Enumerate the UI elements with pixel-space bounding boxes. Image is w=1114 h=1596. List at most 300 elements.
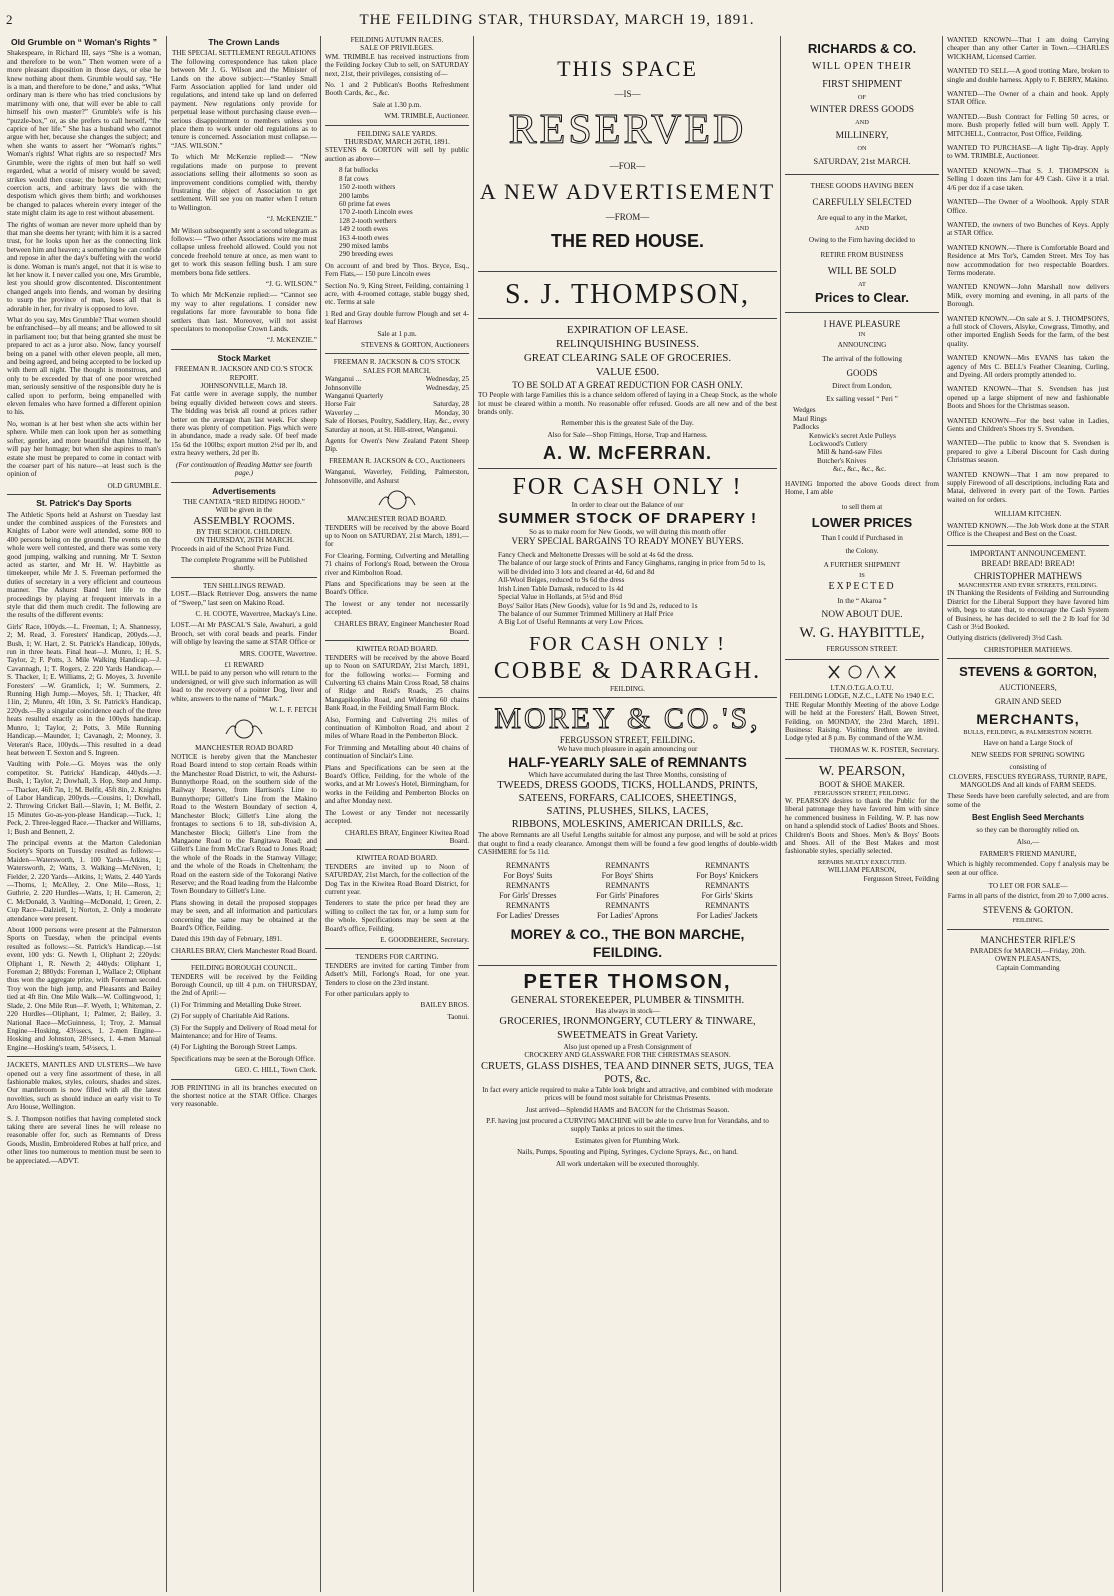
mathews-name: CHRISTOPHER MATHEWS (973, 570, 1083, 581)
borough-spec: Specifications may be seen at the Borough Office. (171, 1054, 316, 1063)
remnants-label: REMNANTS (705, 900, 750, 910)
mathews-streets: MANCHESTER AND EYRE STREETS, FEILDING. (958, 581, 1098, 589)
cantata-body: Will be given in the (215, 506, 273, 515)
yards-date: THURSDAY, MARCH 26TH, 1891. (344, 138, 450, 147)
list-item: A Big Lot of Useful Remnants at very Low Prices. (498, 618, 644, 627)
lease-body: TO People with large Families this is a chance seldom offered of laying in a Cheap Stock, as the whole lot must be cleared within a month. No reasonable offer refused. Goods are all new and of the best brands only. (478, 391, 777, 417)
crown-sign: “J. McKENZIE.” (266, 215, 317, 224)
remnants-heading: HALF-YEARLY SALE of REMNANTS (508, 753, 747, 770)
remnants-line: SATEENS, FORFARS, CALICOES, SHEETINGS, (518, 793, 737, 805)
carting-body: TENDERS are invited for carting Timber from Adsett's Mill, Forlong's Road, for one year. Tenders to close on the 23rd instant. (325, 961, 469, 987)
peter-hams: Just arrived—Splendid HAMS and BACON for the Christmas Season. (525, 1105, 730, 1114)
wanted-ad: WANTED TO PURCHASE—A light Tip-dray. Apply to WM. TRIMBLE, Auctioneer. (947, 144, 1109, 161)
wanted-ad: WANTED KNOWN—That S. J. THOMPSON is Selling 1 dozen tins Jam for 4/9 Cash. Give it a trial. 4/6 per doz if a case taken. (947, 166, 1109, 192)
remnants-note: The above Remnants are all Useful Lengths suitable for almost any purpose, and will be sold at prices that ought to find a ready clearance. Amongst them will be found a few good lengths of double-width CASHMERE for 5s 11d. (478, 831, 777, 857)
cobbe-place: FEILDING. (610, 684, 645, 693)
list-item: All-Wool Beiges, reduced to 9s 6d the dress (498, 576, 625, 585)
bread-heading: BREAD! BREAD! BREAD! (981, 558, 1075, 568)
lease-also: Also for Sale—Shop Fittings, Horse, Trap and Harness. (547, 430, 708, 439)
prices-to-clear: Prices to Clear. (815, 290, 909, 306)
wanted-ad: WANTED KNOWN—For the best value in Ladies, Gents and Children's Shoes try S. Svendsen. (947, 416, 1109, 434)
rifles-heading: MANCHESTER RIFLE'S (980, 934, 1076, 945)
remnants-label: REMNANTS (705, 860, 750, 870)
wanted-ad: WANTED.—Bush Contract for Felling 50 acres, or more. Bush properly felled will burn well. Apply T. MITCHELL, Contractor, Post Office, Feilding. (947, 112, 1109, 138)
red-house: THE RED HOUSE. (550, 231, 705, 252)
cobbe-name: COBBE & DARRAGH. (493, 657, 762, 684)
bulls-feilding: BULLS, FEILDING, & PALMERSTON NORTH. (963, 729, 1093, 737)
cantata-proceeds: Proceeds in aid of the School Prize Fund. (171, 544, 290, 553)
peter-has: Has always in stock— (595, 1006, 660, 1015)
space-for: —FOR— (609, 161, 646, 172)
cantata-rooms: ASSEMBLY ROOMS. (193, 514, 295, 527)
seeds-body: These Seeds have been carefully selected, and are from some of the (947, 792, 1109, 809)
jackson-heading: FREEMAN R. JACKSON & CO'S STOCK SALES FOR MARCH. (333, 358, 461, 375)
table-cell: Monday, 30 (434, 408, 469, 417)
morey-sub: We have much pleasure in again announcing our (557, 744, 698, 753)
lodge-body: THE Regular Monthly Meeting of the above Lodge will be held at the Foresters' Hall, Bowen Street, Feilding, on MONDAY, the 23rd March, 1891. Business: Raising. Visiting Brethren are invited. Lodge tyled at 8 p.m. By command of the W.M. (785, 700, 939, 743)
borough-heading: FEILDING BOROUGH COUNCIL. (190, 964, 297, 973)
bargain-list (478, 551, 777, 627)
bargains: VERY SPECIAL BARGAINS TO READY MONEY BUYERS. (511, 536, 744, 547)
jackson-places: Wanganui, Waverley, Feilding, Palmerston, Johnsonville, and Ashurst (325, 468, 469, 485)
table-row (325, 375, 469, 383)
manchester-heading: MANCHESTER ROAD BOARD (195, 744, 293, 753)
peter-estimates: Estimates given for Plumbing Work. (575, 1136, 680, 1145)
yards-also: On account of and bred by Thos. Bryce, Esq., Fern Flats,— 150 pure Lincoln ewes (325, 261, 469, 279)
lost-brooch-sign: MRS. COOTE, Wavertree. (239, 649, 317, 658)
table-cell: Wednesday, 25 (425, 383, 469, 392)
richards-name: RICHARDS & CO. (807, 41, 917, 56)
list-item: Kenwick's secret Axle Pulleys (809, 431, 896, 440)
palmerston-body: About 1000 persons were present at the Palmerston Sports on Tuesday, when the principal events resulted as follows:—St. Patrick's Handicap.—1st event, 100 yds: G. Newth 1, Oliphant 2; 220yds: Oliphant 1, R. Newth 2; 440yds: Oliphant 1, Foreman 2; 880yds: Foreman 1, Wallace 2; Oliphant thus won the aggregate prize, with Foreman second. Troy won the high jump, and Pleasants and Bailey tied at 4ft 8in. One Mile Walk—W. Collingwood, 1; Slade, 2. One Mile Run—F. Wyeth, 1; Whiteman, 2. 220 Hurdles—Oliphant, 1; Palmer, 2; Bailey, 3. National Race—McGuinness, 1; Troy, 2. Manual Engine—Hosking, 43½secs, 1. 2-men Engine—Hosking and Johnston, 28½secs, 1. 4-men Manual Engine—Hosking's team, 54½secs, 1. (7, 926, 161, 1052)
manure: FARMER'S FRIEND MANURE, (979, 850, 1077, 859)
relied-on: so they can be thoroughly relied on. (976, 826, 1080, 835)
list-item: 163 4-tooth ewes (339, 233, 389, 242)
mathews-outlying: Outlying districts (delivered) 3½d Cash. (947, 634, 1063, 643)
borough-item: (1) For Trimming and Metalling Duke Street. (171, 1000, 302, 1009)
sell-them: to sell them at (841, 502, 883, 511)
crown-sign-3: “J. McKENZIE.” (266, 336, 317, 345)
wanted-ad: WANTED TO SELL—A good trotting Mare, broken to single and double harness. Apply to F. BERRY, Makino. (947, 67, 1109, 84)
remnants-item: For Boys' Knickers (696, 870, 759, 880)
kiwitea-lowest: The Lowest or any Tender not necessarily accepted. (325, 808, 469, 826)
list-item: 290 breeding ewes (339, 250, 393, 259)
reward-2-body: WILL be paid to any person who will return to the undersigned, or will give such information as will lead to the recovery of a pointer Dog, liver and white, answers to the name of “Mark.” (171, 669, 317, 703)
wanted-ad: WANTED—The Owner of a Woolhook. Apply STAR Office. (947, 198, 1109, 215)
remnants-line: RIBBONS, MOLESKINS, AMERICAN DRILLS, &c. (511, 819, 744, 831)
seeds-list: CLOVERS, FESCUES RYEGRASS, TURNIP, RAPE, MANGOLDS And all kinds of FARM SEEDS. (948, 772, 1108, 789)
of-label: OF (857, 94, 867, 101)
than-label: Than I could if Purchased in (821, 533, 903, 542)
peter-curving: P.F. having just procured a CURVING MACHINE will be able to curve Iron for Verandahs, and to supply Tanks at prices to suit the times. (486, 1117, 769, 1134)
mrb-sign: CHARLES BRAY, Engineer Manchester Road Board. (334, 619, 469, 636)
borough-sign: GEO. C. HILL, Town Clerk. (234, 1066, 317, 1075)
wanted-ad: WANTED KNOWN.—The Job Work done at the STAR Office is the Cheapest and Best on the Coast. (947, 521, 1109, 539)
is-label: IS (859, 571, 865, 579)
wanted-ad: WANTED KNOWN.—On sale at S. J. THOMPSON'S, a full stock of Clovers, Alsyke, Cowgrass, Timothy, and other imported English Seeds for the farm, of the best quality. (947, 314, 1109, 348)
saturday-date: SATURDAY, 21st MARCH. (813, 156, 911, 167)
list-item: The balance of our large stock of Prints and Fancy Ginghams, ranging in price from 5d to 1s, will be divided into 3 lots and cleared at 4d, 6d and 8d (498, 559, 766, 576)
wanted-ad: WANTED KNOWN—Mrs EVANS has taken the agency of Mrs C. BELL's Feather Cleaning, Curling, and Dyeing. All orders promptly attended to. (947, 354, 1109, 379)
peter-nails: Nails, Pumps, Spouting and Piping, Syringes, Cyclone Sprays, &c., on hand. (517, 1148, 738, 1157)
crown-body-4: To which Mr McKenzie replied:— “Cannot see my way to alter regulations. I consider new regulations far more favourable to bona fide settlers than last. Moreover, will not assist speculators to monopolise Crown Lands. (171, 291, 317, 333)
continued-note: (For continuation of Reading Matter see fourth page.) (175, 460, 313, 478)
remnants-item: For Girls' Pinafores (596, 890, 659, 900)
bon-marche: MOREY & CO., THE BON MARCHE, FEILDING. (510, 925, 745, 960)
summer-stock: SUMMER STOCK OF DRAPERY ! (498, 509, 757, 527)
advertisements-heading: Advertisements (212, 485, 276, 496)
grumble-body: Shakespeare, in Richard III, says “She is a woman, and therefore to be won.” Then women were of a more pleasant disposition in those days, or else he knew nothing about them. Grumble would say, “He is a man, and therefore to be done,” and asks, “What ordinary man is there who has tried conclusions by matrimony with one, that will ever be able to call himself his own master?” Grumble's wife is his “puzzle-box,” or, as she prefers to call herself, “the caprice of her life.” She has a husband who cannot argue with her, because she changes the subject; and when she wants to assert her “Woman's rights.” Woman's rights! What rights are so respected? Mrs Grumble, were the rights of men but half so well regarded, what a world of misery would be saved; strikes would then cease; the boycott be unknown; coercion acts, and arbitrary laws die with the despotism which gives them birth; and workhouses be changed to palaces wherein every integer of the state might claim its age to rest without abasement. (7, 49, 161, 218)
pearson-street: FERGUSSON STREET, FEILDING. (813, 789, 911, 797)
table-cell: Wanganui ... (325, 375, 362, 384)
kiwitea-sign: CHARLES BRAY, Engineer Kiwitea Road Board. (345, 828, 469, 845)
having-imported: HAVING Imported the above Goods direct from Home, I am able (785, 479, 939, 497)
list-item: Maul Rings (793, 414, 827, 423)
reward-heading: TEN SHILLINGS REWAD. (202, 581, 286, 590)
carting-sign: BAILEY BROS. (420, 1001, 469, 1010)
grain-seed: GRAIN AND SEED (994, 697, 1062, 707)
peter-cruets: CRUETS, GLASS DISHES, TEA AND DINNER SETS, JUGS, TEA POTS, &c. (480, 1060, 775, 1085)
important-announcement: IMPORTANT ANNOUNCEMENT. (970, 548, 1086, 558)
races-items: No. 1 and 2 Publican's Booths Refreshment Booth Cards, &c., &c. (325, 81, 469, 98)
remnants-label: REMNANTS (505, 880, 550, 890)
jackson-body: Sale of Horses, Poultry, Saddlery, Hay, &c., every Saturday at noon, at St. Hill-street, Wanganui. (325, 417, 469, 434)
list-item: Irish Linen Table Damask, reduced to 1s 4d (498, 584, 624, 593)
remnants-label: REMNANTS (605, 860, 650, 870)
farms: Farms in all parts of the district, from 20 to 7,000 acres. (947, 892, 1109, 900)
peter-fact: In fact every article required to make a Table look bright and attractive, and combined with moderate prices will be found most suitable for Christmas Presents. (482, 1085, 773, 1103)
crown-body-2: To which Mr McKenzie replied:— “New regulations made on purpose to prevent associations selling their allotments so soon as improvement conditions complied with, thereby frustrating the object of Association to get settlement. Will see you on matter when I return to Wellington. (171, 153, 317, 212)
carting-heading: TENDERS FOR CARTING. (355, 953, 439, 962)
table-row (325, 392, 469, 400)
remnants-item: For Girls' Dresses (499, 890, 557, 900)
merchants: MERCHANTS, (976, 711, 1080, 728)
borough-item: (4) For Lighting the Borough Street Lamps. (171, 1043, 297, 1052)
feilding-label: FEILDING. (1012, 917, 1044, 925)
borough-item: (3) For the Supply and Delivery of Road metal for Maintenance; and for Hire of Teams. (171, 1023, 317, 1041)
masthead (0, 0, 1114, 30)
list-item: 60 prime fat ewes (339, 199, 391, 208)
list-item: 8 fat bullocks (339, 166, 379, 175)
coat-of-arms-icon (171, 718, 317, 740)
carting-place: Taonui. (447, 1012, 469, 1021)
peter-sweet: SWEETMEATS in Great Variety. (557, 1029, 698, 1041)
mrb-heading: MANCHESTER ROAD BOARD. (347, 515, 447, 524)
mrb-lowest: The lowest or any tender not necessarily accepted. (325, 599, 469, 617)
column-2 (168, 36, 320, 1592)
lost-dog: LOST.—Black Retriever Dog, answers the name of “Sweep,” last seen on Makino Road. (171, 590, 317, 607)
list-item: 128 2-tooth wethers (339, 216, 397, 225)
wanted-ad: WANTED KNOWN—That S. Svendsen has just opened up a large shipment of new and fashionable Boots and Shoes for the Christmas season. (947, 385, 1109, 411)
kiwitea-body: TENDERS will be received by the above Board up to Noon on SATURDAY, 21st March, 1891, for the following works:— Forming and Culverting 63 chains Main Cross Road, 58 chains of Ridge and Reid's Roads, 25 chains Mangapikopiko Road, and Widening 60 chains Bank Road, in the Feilding Small Farm Block. (325, 653, 469, 713)
reserved-heading: RESERVED (508, 107, 747, 154)
list-item: Mill & hand-saw Files (817, 448, 882, 457)
pearson-name: W. PEARSON, (818, 764, 906, 780)
thompson-name: S. J. THOMPSON, (505, 279, 750, 311)
goods-label: GOODS (846, 368, 878, 379)
yards-heading: FEILDING SALE YARDS. (357, 129, 437, 138)
reward-2-sign: W. L. F. FETCH (269, 706, 317, 715)
grumble-body-2: The rights of woman are never more upheld than by that man she deems her tyrant; with him it is a sacred trust, for he looks upon her as the connecting link between him and heaven; a something he can confide and repose in after the day's buffeting with the world is done. Woman is man's angel, not that it is wise to let her know it. I never called you one, Mrs Grumble, lest you should grow discontented. Discontentment changed angels into fiends, and woman by desiring to usurp the province of man, loses all that is adorable in her, for rivalry is opposed to love. (7, 220, 161, 313)
mathews-body: IN Thanking the Residents of Feilding and Surrounding District for the Liberal Support they have favored him with, begs to state that, to encourage the Cash System of Business, he has decided to sell the 2 lb loaf for 3d Cash or 3½d Booked. (947, 589, 1109, 631)
manchester-body-2: Plans showing in detail the proposed stoppages may be seen, and all information and particulars concerning the same may be obtained at the Board's Office, Feilding. (171, 898, 317, 932)
table-cell: Wanganui Quarterly (325, 392, 384, 401)
wanted-ad: WANTED—The public to know that S. Svendsen is prepared to give a Liberal Discount for Cash during Christmas season. (947, 439, 1109, 465)
jackson-sign: FREEMAN R. JACKSON & CO., Auctioneers (329, 456, 465, 465)
lease-2: RELINQUISHING BUSINESS. (555, 338, 699, 351)
kiwitea2-body-2: Tenderers to state the price per head they are willing to collect the tax for, or a lump sum for the whole. Specifications may be seen at the Board's office, Feilding. (325, 899, 469, 933)
borough-body: TENDERS will be received by the Feilding Borough Council, up till 4 p.m. on THURSDAY, the 2nd of April:— (171, 972, 317, 998)
table-cell: Wednesday, 25 (425, 375, 469, 384)
remnants-label: REMNANTS (505, 900, 550, 910)
cash-sub: In order to clear out the Balance of our (571, 501, 684, 510)
lost-dog-sign: C. H. COOTE, Wavertree, Mackay's Line. (195, 609, 317, 618)
column-1 (4, 36, 164, 1592)
lower-prices: LOWER PRICES (811, 514, 913, 530)
lease-1: EXPIRATION OF LEASE. (566, 324, 689, 337)
first-shipment: FIRST SHIPMENT (822, 79, 902, 90)
lost-brooch: LOST.—At Mr PASCAL'S Sale, Awahuri, a gold Brooch, set with coral beads and pearls. Finder will oblige by leaving the same at STAR Office or (171, 621, 317, 647)
kitchen-sign: WILLIAM KITCHEN. (994, 510, 1062, 519)
kiwitea-also: Also, Forming and Culverting 2½ miles of continuation of Kimbolton Road, and about 2 miles of Whare Road in the Pemberton Block. (325, 715, 469, 741)
expected: EXPECTED (828, 580, 896, 592)
stock-heading: Stock Market (217, 352, 271, 363)
races-sign: WM. TRIMBLE, Auctioneer. (384, 112, 469, 121)
winter-goods: WINTER DRESS GOODS (810, 105, 914, 116)
remnants-item: For Ladies' Dresses (496, 910, 560, 920)
table-row (325, 384, 469, 392)
list-item: 290 mixed lambs (339, 241, 389, 250)
column-3 (322, 36, 472, 1592)
list-item: Fancy Check and Meltonette Dresses will be sold at 4s 6d the dress. (498, 551, 694, 560)
list-item: Wedges (793, 406, 816, 415)
kiwitea2-heading: KIWITEA ROAD BOARD. (356, 854, 438, 863)
patrick-heading: St. Patrick's Day Sports (36, 498, 132, 509)
space-from: —FROM— (605, 211, 650, 222)
races-heading: FEILDING AUTUMN RACES. (350, 36, 444, 44)
list-item: Butcher's Knives (817, 456, 867, 465)
remnants-item: For Ladies' Jackets (696, 910, 758, 920)
announcing: ANNOUNCING (837, 341, 887, 350)
stevens-name-2: STEVENS & GORTON. (982, 905, 1074, 916)
new-seeds: NEW SEEDS FOR SPRING SOWING (971, 750, 1085, 759)
remnants-sub: Which have accumulated during the last Three Months, consisting of (528, 770, 727, 779)
table-cell: Horse Fair (325, 400, 356, 409)
pearson-place: Fergusson Street, Feilding (863, 874, 939, 883)
grumble-body-4: No, woman is at her best when she acts within her sphere. While men can look upon her as something softer, gentler, and more beautiful than himself, he will pay her homage; but when she aspires to man's estate she must be prepared to come in contact with the coarser part of his nature—at least such is the opinion of (7, 419, 161, 479)
lease-3: GREAT CLEARING SALE OF GROCERIES. (523, 352, 732, 365)
space-heading: THIS SPACE (557, 56, 698, 81)
goods-list (785, 406, 939, 473)
list-item: 200 lambs (339, 191, 369, 200)
retire: RETIRE FROM BUSINESS (820, 250, 904, 259)
have-pleasure: I HAVE PLEASURE (823, 319, 901, 330)
races-subheading: SALE OF PRIVILEGES. (360, 44, 434, 53)
rifles-sign: OWEN PLEASANTS, (995, 955, 1061, 964)
stevens-name: STEVENS & GORTON, (959, 664, 1097, 680)
list-item: Special Value in Hollands, at 5½d and 8½d (498, 593, 623, 602)
remnants-item: For Girls' Skirts (701, 890, 753, 900)
yards-time: Sale at 1 p.m. (377, 329, 417, 338)
consisting-of: consisting of (1009, 762, 1047, 771)
patrick-body: The Athletic Sports held at Ashurst on Tuesday last under the combined auspices of the Foresters and Knights of Labor were well attended, some 800 to 400 persons being on the ground. The events on the whole were well contested, and there was some very good jumping, walking and running. Mr T. Sexton acted as starter, and Mr H. W. Haybittle as timekeeper, while Mr J. S. Freeman performed the duties of secretary in a very efficient and courteous manner. The Ashurst Band lent life to the proceedings by playing at frequent intervals in a style that did them much credit. The following are the results of the different events: (7, 510, 161, 620)
will-be-sold: WILL BE SOLD (827, 265, 897, 277)
crown-body-3: Mr Wilson subsequently sent a second telegram as follows:— “Two other Associations wire me must collapse unless freehold allowed. Could you not concede freehold tenure at once, as men want to get to work this season felling bush. I am sure members bona fide settlers. (171, 226, 317, 277)
in-label: IN (858, 331, 866, 339)
lease-remember: Remember this is the greatest Sale of the Day. (561, 419, 694, 428)
cantata-programme: The complete Programme will be Published shortly. (180, 555, 308, 573)
remnants-label: REMNANTS (605, 880, 650, 890)
rifles-body: PARADES for MARCH.—Friday, 20th. (970, 946, 1086, 955)
peter-name: PETER THOMSON, (523, 970, 732, 993)
remnants-label: REMNANTS (605, 900, 650, 910)
wanted-ad: WANTED—The Owner of a chain and hook. Apply STAR Office. (947, 90, 1109, 107)
list-item: Padlocks (793, 423, 819, 432)
on-label: ON (857, 144, 867, 152)
marton-body: The principal events at the Marton Caledonian Society's Sports on Tuesday resulted as follows:—Maiden—Watersworth, 1. 100 Yards—Atkins, 1; Watersworth, 2; Watts, 3. Walking—McNiven, 1; Fielder, 2. 220 Yards—Atkins, 1; Watts, 2. 440 Yards—Thoms, 1; McAlley, 2. One Mile—Ross, 1; Guthrie, 2. 220 Hurdles—Watts, 1; H. Cameron, 2; C. McDonald, 3. Vaulting—McDonald, 1; Green, 2. Cup Race—Dalziell, 1; Norton, 2. Only a moderate attendance were present. (7, 838, 161, 923)
list-item: 149 2 tooth ewes (339, 225, 388, 234)
kiwitea-heading: KIWITEA ROAD BOARD. (356, 645, 438, 654)
remnants-line: TWEEDS, DRESS GOODS, TICKS, HOLLANDS, PRINTS, (497, 780, 758, 792)
also-label: Also,— (1016, 838, 1040, 847)
lodge-sub: FEILDING LODGE, N.Z.C., LATE No 1940 E.C. (789, 692, 935, 701)
remnants-line: SATINS, PLUSHES, SILKS, LACES, (546, 806, 709, 818)
wanted-ad: WANTED KNOWN—That I am now prepared to supply Firewood of all descriptions, including Rata and Matai, delivered in every part of the Town. Parties waited on for orders. (947, 470, 1109, 504)
coat-of-arms-icon (325, 489, 469, 511)
job-printing: JOB PRINTING in all its branches executed on the shortest notice at the STAR Office. Charges very reasonable. (171, 1083, 317, 1109)
wanted-ad: WANTED KNOWN—That I am doing Carrying cheaper than any other Carter in Town.—CHARLES WICKHAM, Licensed Carrier. (947, 36, 1109, 61)
list-item: &c., &c., &c., &c. (833, 465, 887, 474)
peter-sub: GENERAL STOREKEEPER, PLUMBER & TINSMITH. (510, 994, 745, 1006)
cantata-by: BY THE SCHOOL CHILDREN. (196, 527, 292, 536)
mrb-body: TENDERS will be received by the above Board up to Noon on SATURDAY, 21st March, 1891,—for (325, 523, 469, 549)
cash-only-heading-2: FOR CASH ONLY ! (529, 632, 726, 655)
equal-to: Are equal to any in the Market, (816, 214, 907, 223)
at-label: AT (858, 280, 866, 288)
races-body: WM. TRIMBLE has received instructions from the Feilding Jockey Club to sell, on SATURDAY next, 21st, their privileges, consisting of— (325, 52, 469, 78)
carting-body-2: For other particulars apply to (325, 990, 409, 998)
these-goods: THESE GOODS HAVING BEEN (810, 181, 914, 191)
haybittle-street: FERGUSSON STREET. (826, 644, 898, 653)
manchester-sign: CHARLES BRAY, Clerk Manchester Road Board. (171, 946, 317, 955)
peter-crockery: CROCKERY AND GLASSWARE FOR THE CHRISTMAS SEASON. (524, 1051, 731, 1060)
lodge-heading: I.T.N.O.T.G.A.O.T.U. (830, 683, 894, 692)
millinery: MILLINERY, (835, 130, 889, 141)
mcferran-name: A. W. McFERRAN. (542, 443, 712, 464)
new-advertisement: A NEW ADVERTISEMENT (479, 178, 776, 204)
cantata-date: ON THURSDAY, 26TH MARCH. (194, 536, 294, 545)
colony-label: the Colony. (845, 546, 879, 555)
pearson-sign: WILLIAM PEARSON, (827, 866, 897, 875)
remnants-label: REMNANTS (705, 880, 750, 890)
peter-all: All work undertaken will be executed thoroughly. (555, 1159, 700, 1168)
yards-section: Section No. 9, King Street, Feilding, containing 1 acre, with 4-roomed cottage, stable buggy shed, etc. Terms at sale (325, 281, 469, 307)
summer-sub: So as to make room for New Goods, we will during this month offer (529, 527, 726, 536)
wanted-ad: WANTED KNOWN.—There is Comfortable Board and Residence at Mrs Tor's, Camden Street. Mrs Toy has now accommodation for two respectable Boarders. Terms moderate. (947, 243, 1109, 277)
adv-body: JACKETS, MANTLES AND ULSTERS—We have opened out a very fine assortment of these, in all fashionable makes, styles, colours, shades and sizes. Our mantleroom is now filled with all the latest novelties, such as should induce an early visit to Te Aro House, Wellington. (7, 1061, 161, 1112)
manure-body: Which is highly recommended. Copy f analysis may be seen at our office. (947, 860, 1109, 877)
peter-goods: GROCERIES, IRONMONGERY, CUTLERY & TINWARE, (499, 1015, 756, 1027)
jackson-table (325, 375, 469, 417)
grumble-signature: OLD GRUMBLE. (107, 481, 161, 490)
yards-body: STEVENS & GORTON will sell by public auction as above— (325, 146, 469, 163)
patrick-results: Girls' Race, 100yds.—L. Freeman, 1; A. Shannessy, 2; M. Read, 3. Foresters' Handicap, 200yds.—J. Bush, 1; W. Hart, 2. St. Patrick's Handicap, 100yds, run in three heats. Final heat—J. Munro, 1; H. S. Taylor, 2; F. Potts, 3. Mile Walking Handicap.—J. Cavannagh, 1; T. Rogers, 2. 220 Yards Handicap.—S. Thacker, 1; E. Williams, 2; G. Moyes, 3. Juvenile Foresters' —W. Gramlick, 1; W. Summers, 2. Running High Jump.—Moyes, 5ft. 1; Thacker, 4ft 11in, 2; Munro, 4ft 10in, 3. St. Patrick's Handicap, 220yds.—By a singular coincidence each of the three heats resulted exactly as in the 100yds handicap. Munro, 1; Taylor, 2; Potts, 3. Mile Running Handicap.—Maunder, 1; Cavanagh, 2; Mooney, 3. Veteran's Race, 100yds.—This resulted in a dead heat between T. Sexton and S. Ingreen. (7, 622, 161, 757)
column-5 (782, 36, 942, 1592)
best-merchants: Best English Seed Merchants (971, 813, 1085, 823)
remnants-label: REMNANTS (505, 860, 550, 870)
lease-5: TO BE SOLD AT A GREAT REDUCTION FOR CASH ONLY. (512, 380, 743, 391)
stock-body: Fat cattle were in average supply, the number being equally divided between cows and steers. The bidding was brisk all round at prices rather better on the average than last week. For sheep there was plenty of competition. Pigs which were in abundance, made a ready sale. Of beef made 15s 6d the 100lbs; export mutton 2½d per lb, and extra heavy wethers, 2d per lb. (171, 390, 317, 458)
remnants-grid (478, 861, 777, 921)
cantata-title: THE CANTATA “RED RIDING HOOD.” (183, 497, 305, 506)
morey-street: FERGUSSON STREET, FEILDING. (559, 735, 696, 746)
kiwitea-trim: For Trimming and Metalling about 40 chains of continuation of Sinclair's Line. (325, 743, 469, 761)
carefully-selected: CAREFULLY SELECTED (812, 197, 912, 208)
pearson-sub: BOOT & SHOE MAKER. (819, 780, 905, 790)
list-item: 170 2-tooth Lincoln ewes (339, 208, 413, 217)
peter-also: Also just opened up a Fresh Consignment of (563, 1042, 692, 1051)
yards-sign: STEVENS & GORTON, Auctioneers (360, 341, 469, 349)
yards-horse: 1 Red and Gray double furrow Plough and set 4-leaf Harrows (325, 309, 469, 327)
yards-list (325, 166, 469, 258)
morey-name: MOREY & CO.'S, (494, 702, 761, 736)
kiwitea2-body: TENDERS are invited up to Noon of SATURDAY, 21st March, for the collection of the Dog Tax in the Kiwitea Road Board District, for current year. (325, 862, 469, 896)
now-due: NOW ABOUT DUE. (821, 609, 903, 620)
rifles-captain: Captain Commanding (996, 963, 1060, 972)
reward-2-heading: £1 REWARD (224, 661, 264, 669)
crown-heading: The Crown Lands (208, 37, 280, 47)
lease-4: VALUE £500. (595, 366, 660, 379)
patrick-more: Vaulting with Pole.—G. Moyes was the only competitor. St. Patricks' Handicap, 440yds.—J. Bush, 1; Taylor, 2; Dowhall, 3. Hop, Step and Jump.—Thacker, 46ft 7in, 1; M. Belfit, 45ft 8in, 2. Knights of Labor Handicap, 200yds.—Cousins, 1; Dowhall, 2. Throwing Cricket Ball.—Slavin, 1; M. Belfit, 2. 15 Minutes Go-as-you-please Handicap.—Tuck, 1; Peck, 2. Three-legged Race.—Thacker and Williams, 1; Bush and Bennett, 2. (7, 760, 161, 836)
page-number: 2 (6, 12, 14, 27)
manchester-body: NOTICE is hereby given that the Manchester Road Board intend to stop certain Roads within the Manchester Road District, to wit, the Ashurst-Bunnythorpe Road, on the southern side of the Railway Reserve, from Harrison's Line to Bunnythorpe; Gillett's Line from the Makino Road to the Western Boundary of section 4, Manchester Block; Gillett's Line along the frontages to sections 6 to 18, sub-division A, Manchester Block; Gillett's Line from the Mangaone Road to the Rangitawa Road; and Gillett's Line from McCrae's Road to Jones Road; the whole of the Roads in the Stanway Village; and the whole of the Roads in Cheltenham; the Road on the eastern side of the Tokorangi Native Reserve; and the Road leading from the Halcombe Town Boundary to Gillett's Line. (171, 752, 317, 896)
stock-subheading: FREEMAN R. JACKSON AND CO.'S STOCK REPORT. (175, 365, 313, 382)
will-open: WILL OPEN THEIR (812, 61, 912, 72)
owing-to: Owing to the Firm having decided to (808, 235, 916, 244)
mrb-items: For Clearing, Forming, Culverting and Metalling 71 chains of Forlong's Road, between the Oroua river and Kimbolton Road. (325, 551, 469, 577)
crown-sign-2: “J. G. WILSON.” (265, 279, 317, 288)
to-let: TO LET OR FOR SALE— (988, 882, 1068, 890)
list-item: Lockwood's Cutlery (809, 440, 868, 449)
direct-from: Direct from London, (832, 382, 892, 391)
stock-place: JOHNSONVILLE, March 18. (200, 382, 288, 391)
haybittle-name: W. G. HAYBITTLE, (799, 624, 925, 641)
remnants-item: For Boys' Suits (503, 870, 553, 880)
column-4 (475, 36, 780, 1592)
mrb-plans: Plans and Specifications may be seen at the Board's Office. (325, 579, 469, 597)
kiwitea2-sign: E. GOODBEHERE, Secretary. (380, 935, 469, 944)
grumble-heading: Old Grumble on “ Woman's Rights ” (11, 37, 157, 47)
have-on-hand: Have on hand a Large Stock of (983, 738, 1073, 747)
table-row (325, 400, 469, 408)
adv-body-2: S. J. Thompson notifies that having completed stock taking there are several lines he will release no reasonable offer for, such as Remnants of Dress Goods, Muslin, Embroidered Robes at half price, and other lines too numerous to mention must be seen to be appreciated.—ADVT. (7, 1114, 161, 1165)
masthead-title: THE FEILDING STAR, THURSDAY, MARCH 19, 1891. (359, 12, 755, 28)
remnants-item: For Boys' Shirts (601, 870, 654, 880)
space-is: —IS— (614, 89, 641, 99)
manchester-date: Dated this 19th day of February, 1891. (171, 935, 282, 944)
table-row (325, 409, 469, 417)
ex-vessel: Ex sailing vessel “ Peri ” (826, 395, 898, 404)
lodge-sign: THOMAS W. K. FOSTER, Secretary. (829, 745, 939, 754)
wanted-ad: WANTED KNOWN—John Marshall now delivers Milk, every morning and evening, in all parts of the Borough. (947, 283, 1109, 309)
races-time: Sale at 1.30 p.m. (372, 100, 422, 109)
pearson-body: W. PEARSON desires to thank the Public for the liberal patronage they have favored him with since he commenced business in Feilding. W. P. has now on hand a splendid stock of Ladies' Boots and Shoes. Children's Boots and Shoes. Men's & Boys' Boots and Shoes. All of the Best Makes and most fashionable styles, specially selected. (785, 796, 939, 856)
further-shipment: A FURTHER SHIPMENT (823, 560, 901, 569)
and-label: AND (855, 119, 869, 127)
list-item: Boys' Sailor Hats (New Goods), value for 1s 9d and 2s, reduced to 1s (498, 601, 698, 610)
auctioneers: AUCTIONEERS, (999, 683, 1057, 693)
table-cell: Johnsonville (325, 383, 362, 392)
